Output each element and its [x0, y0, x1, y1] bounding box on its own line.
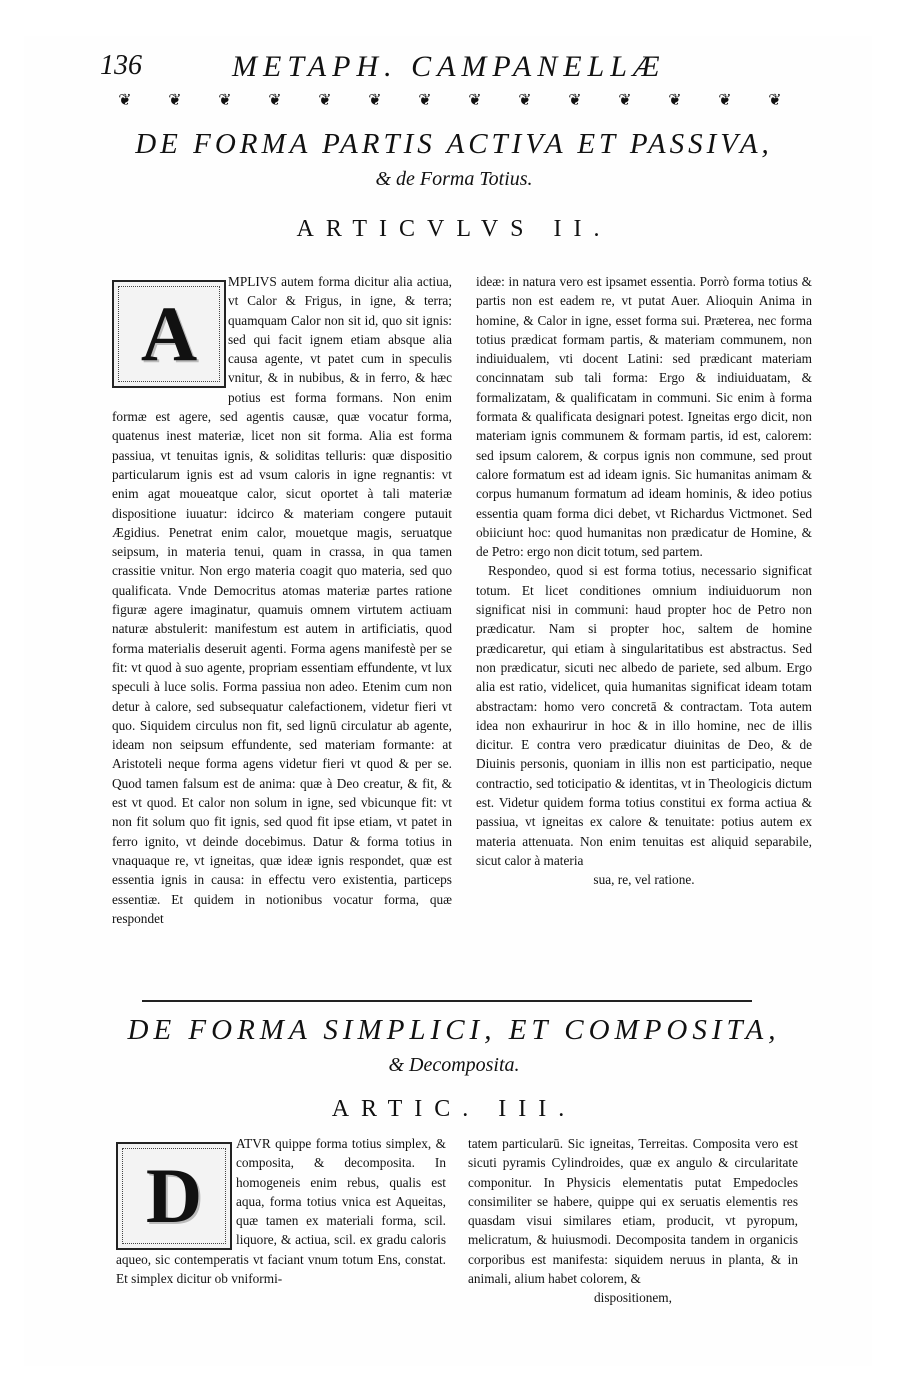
article3-left-text: ATVR quippe forma totius simplex, & composita, & decomposita. In homogeneis enim rebus, qualis est aqua, forma totius vnica est Aqueitas, quæ tamen ex materiali forma, scil. liquore, & actiua, scil. ex gradu caloris aqueo, sic contemperatis vt faciant vnum totum Ens, constat. Et simplex dicitur ob vniformi- — [116, 1136, 446, 1287]
article3-left-column — [116, 1134, 446, 1352]
fleuron-icon: ❦ — [468, 92, 482, 109]
article2-right-para1: ideæ: in natura vero est ipsamet essentia. Porrò forma totius & partis non est eadem re, vt putat Auer. Alioquin Anima in homine, & Calor in igne, esset forma sui. Præterea, nec forma totius prædicat formam partis, & materiam communem, non indiuidualem, vti docent Latini: sed prædicant materiam concinnatam sub tali forma: Ergo & indiuiduatam, & formalizatam, & qualificatam in communi. Sic enim à forma formata & qualificata designari potest. Igneitas ergo dicit, non materiam ignis communem & formam partis, id est, calorem: sed ipsum calorem, & corpus ignis non commune, sed prout calore formatum est ad ideam ignis. Sic humanitas animam & corpus humanum formatum ad ideam hominis, & ideo potius essentia quam forma dici debet, vt Richardus Victmonet. Sed obiiciunt hoc: quod humanitas non prædicatur de Homine, & de Petro: ergo non dicit totum, sed partem. — [476, 274, 812, 560]
article3-label: ARTIC. III. — [331, 1096, 577, 1122]
article2-right-para2: Respondeo, quod si est forma totius, necessario significat totum. Et licet conditiones omnium indiuiduorum non significat nisi in communi: haud propter hoc de Petro non prædicatur. Nam si propter hoc, saltem de homine prædicaretur, qui etiam à singularitatibus est abstractus. Sed non prædicatur, sicuti nec albedo de pariete, sed album. Ergo alia est ratio, videlicet, quia humanitas significat ideam totam abstractam: homo vero concretā & contractam. Tota autem idea non exhaurirur in hoc & in illo homine, nec de illis dicitur. E contra vero prædicatur diuinitas de Deo, & de Diuinis personis, quoniam in illis non est participatio, neque contractio, sed toticipatio & identitas, vt in Theologicis dictum est. Videtur quidem forma totius constitui ex forma actiua & passiua, vt igneitas ex calore & tenuitate: potius autem ex materia attenuata. Non enim tenuitas est aliquid separabile, sicut calor à materia — [476, 563, 812, 868]
article2-left-text: MPLIVS autem forma dicitur alia actiua, vt Calor & Frigus, in igne, & terra; quamquam Calor non sit id, quo sit ignis: sed qui facit ignem etiam absque alia causa agente, vt patet cum in speculis vnitur, & in nubibus, & in ferro, & hæc potius est forma formans. Non enim formæ est agere, sed agentis causæ, quæ vocatur forma, quatenus inest materiæ, licet non sit forma. Alia est forma passiua, vt tenuitas ignis, & soliditas telluris: quæ dispositio particularum ignis est ad vsum caloris in igne regnantis: vt enim agat moueatque calor, sicut oportet à tali materiæ dispositione iuuatur: idcirco & materiam congere putauit Ægidius. Penetrat enim calor, mouetque magis, seruatque seipsum, in materia tenui, quam in crassa, in qua tamen crassitie vnitur. Non ergo materia coagit quo materia, sed quo qualificata. Vnde Democritus atomas materiæ partes ratione figuræ agere imaginatur, quamuis omnem virtutem actiuam naturæ abstulerit: manifestum est autem in artificiatis, quod forma materialis deseruit agenti. Forma agens manifestè per se fit: vt quod à suo agente, propriam essentiam effundente, vt lux speculi à luce solis. Forma passiua non adeo. Etenim cum non detur à calore, sed subsequatur calefactionem, videtur fieri vt quo. Siquidem circulus non fit, sed lignū circulatur ab agente, ideam non seipsum effundente, sed materiam formante: at Aristoteli neque forma agens videtur fieri vt quod & per se. Quod tamen falsum est de anima: quæ à Deo creatur, & fit, & est vt quod. Et calor non solum in igne, sed vbicunque fit: vt non fit solum quo fit ignis, sed quod fit ipse etiam, vt patet in ferro ignito, vt deinde docebimus. Datur & forma totius in vnaquaque re, vt igneitas, quæ ideæ ignis respondet, quæ est essentia ignis in causa: in effectu vero existentia, particeps essentiæ. Et quidem in notionibus vocatur forma, quæ respondet — [112, 274, 452, 926]
fleuron-icon: ❦ — [118, 92, 132, 109]
book-page — [24, 36, 872, 1366]
article3-right-text: tatem particularū. Sic igneitas, Terreitas. Composita vero est sicuti pyramis Cylindroides, quæ ex angulo & circularitate componitur. In Physicis elementatis putat Empedocles consimiliter se habere, quippe qui ex seruatis elementis res quasdam visui similares etiam, producit, vt pyropum, melicratum, & huiusmodi. Decomposita tandem in organicis corporibus est manifesta: siquidem neruus in planta, & in animali, alium habet colorem, & — [468, 1136, 798, 1287]
article2-right-end: sua, re, vel ratione. — [593, 872, 695, 888]
fleuron-icon: ❦ — [518, 92, 532, 109]
article3-right-end: dispositionem, — [594, 1290, 672, 1306]
article2-subtitle: & de Forma Totius. — [375, 168, 533, 190]
fleuron-icon: ❦ — [418, 92, 432, 109]
article3-title: DE FORMA SIMPLICI, ET COMPOSITA, — [127, 1014, 781, 1046]
fleuron-icon: ❦ — [318, 92, 332, 109]
article3-subtitle: & Decomposita. — [388, 1054, 520, 1076]
drop-cap-letter: D — [145, 1152, 203, 1239]
running-title: METAPH. CAMPANELLÆ — [232, 50, 666, 83]
running-head — [100, 46, 800, 86]
article2-left-column — [112, 272, 452, 978]
fleuron-icon: ❦ — [668, 92, 682, 109]
fleuron-icon: ❦ — [768, 92, 782, 109]
fleuron-icon: ❦ — [618, 92, 632, 109]
article3-right-column — [468, 1134, 798, 1364]
article2-label: ARTICVLVS II. — [296, 216, 612, 242]
fleuron-icon: ❦ — [268, 92, 282, 109]
fleuron-icon: ❦ — [168, 92, 182, 109]
fleuron-icon: ❦ — [368, 92, 382, 109]
ornament-band — [100, 92, 800, 114]
article2-title: DE FORMA PARTIS ACTIVA ET PASSIVA, — [135, 128, 773, 160]
section-divider — [142, 1000, 752, 1002]
article2-right-column — [476, 272, 812, 992]
fleuron-icon: ❦ — [218, 92, 232, 109]
drop-cap-spacer — [112, 272, 228, 388]
drop-cap-letter: A — [140, 290, 198, 377]
drop-cap-spacer — [116, 1134, 236, 1246]
fleuron-icon: ❦ — [718, 92, 732, 109]
page-number: 136 — [100, 50, 142, 81]
fleuron-icon: ❦ — [568, 92, 582, 109]
